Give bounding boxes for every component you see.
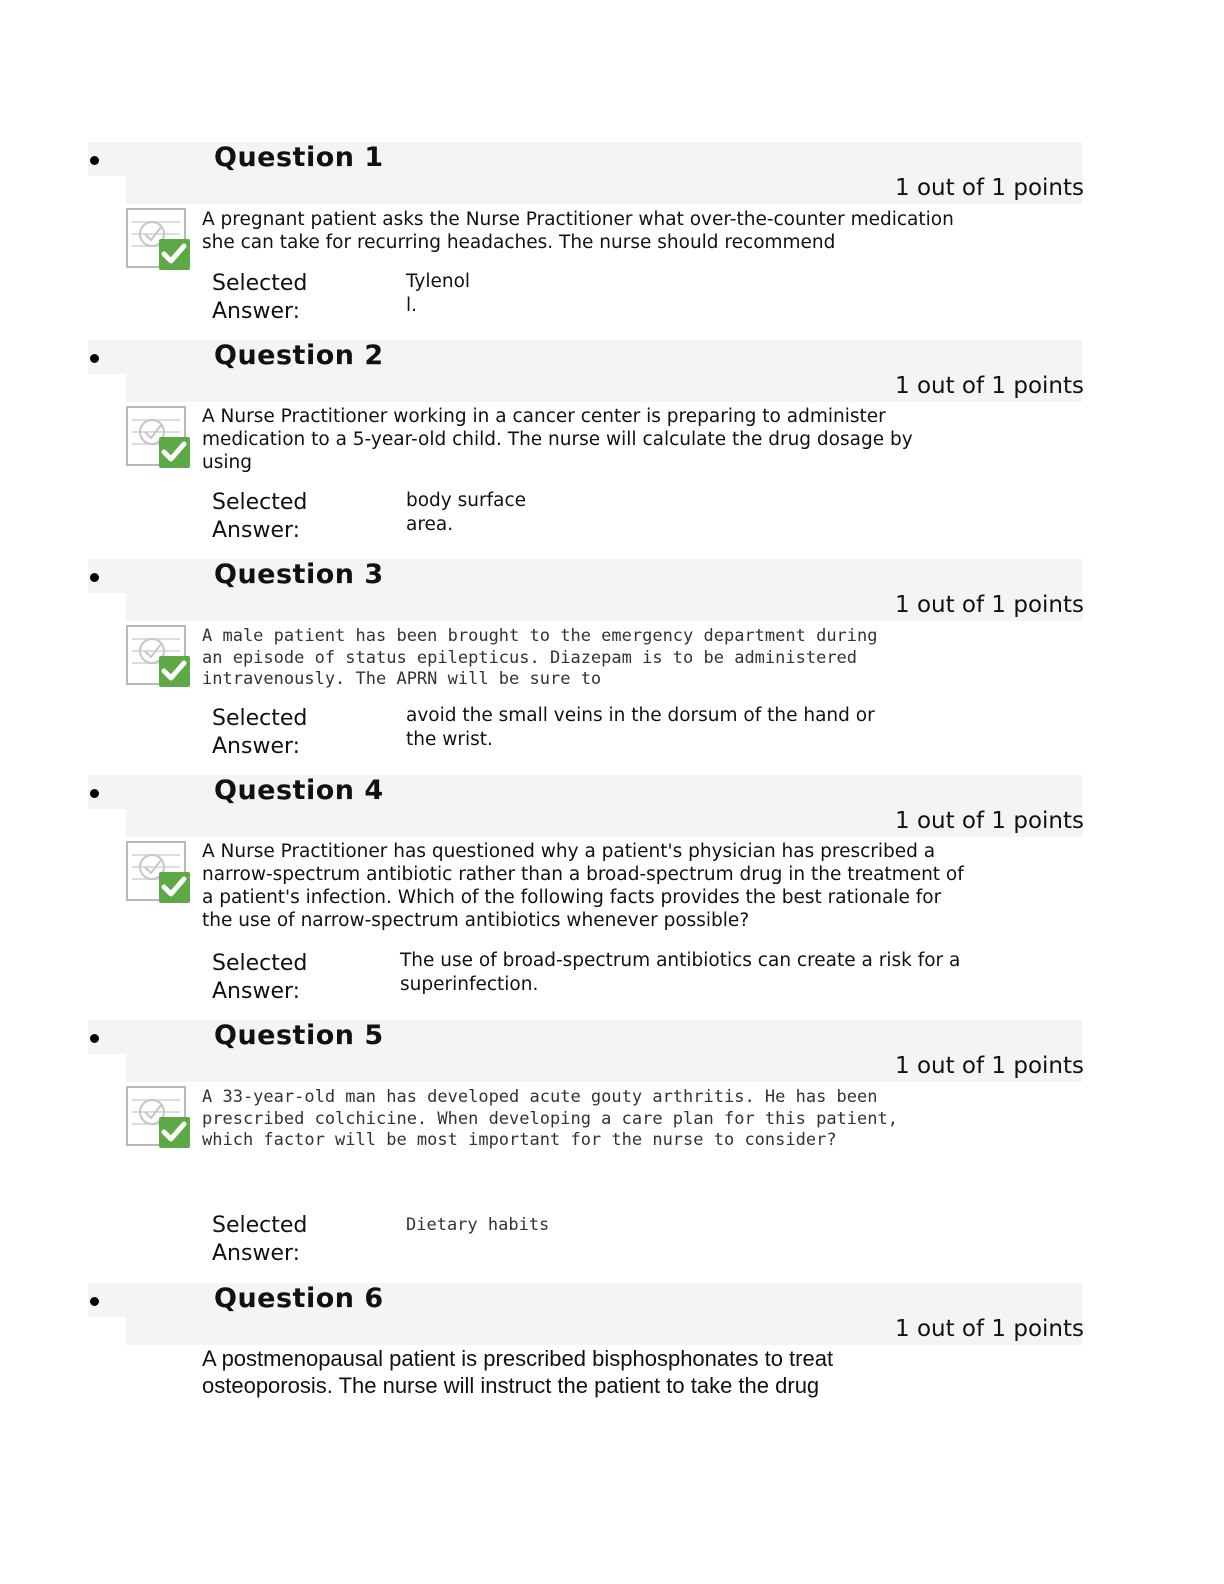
selected-answer-label: Selected Answer: xyxy=(212,1213,308,1266)
points-score: 1 out of 1 points xyxy=(895,592,1084,618)
question-title: Question 5 xyxy=(214,1020,384,1051)
selected-answer: The use of broad-spectrum antibiotics can create a risk for a superinfection. xyxy=(400,950,961,995)
checkmark-icon xyxy=(126,1084,192,1150)
question-title: Question 3 xyxy=(214,559,384,590)
checkmark-icon xyxy=(126,206,192,272)
selected-answer: Tylenol l. xyxy=(406,271,471,316)
selected-answer-label: Selected Answer: xyxy=(212,490,308,543)
bullet xyxy=(90,156,99,165)
selected-answer: body surface area. xyxy=(406,490,527,535)
bullet xyxy=(90,1297,99,1306)
selected-answer: avoid the small veins in the dorsum of the hand or the wrist. xyxy=(406,705,875,750)
points-score: 1 out of 1 points xyxy=(895,1316,1084,1342)
selected-answer-label: Selected Answer: xyxy=(212,271,308,324)
question-text: A pregnant patient asks the Nurse Practitioner what over-the-counter medication she can take for recurring headaches. The nurse should recommend xyxy=(202,209,954,253)
points-score: 1 out of 1 points xyxy=(895,373,1084,399)
checkmark-icon xyxy=(126,839,192,905)
question-title: Question 6 xyxy=(214,1283,384,1314)
bullet xyxy=(90,354,99,363)
points-score: 1 out of 1 points xyxy=(895,175,1084,201)
question-title: Question 1 xyxy=(214,142,384,173)
selected-answer-label: Selected Answer: xyxy=(212,706,308,759)
bullet xyxy=(90,1034,99,1043)
points-score: 1 out of 1 points xyxy=(895,1053,1084,1079)
checkmark-icon xyxy=(126,404,192,470)
question-text: A Nurse Practitioner has questioned why a patient's physician has prescribed a narrow-spectrum antibiotic rather than a broad-spectrum drug in the treatment of a patient's infection. Which of the following facts provides the best rationale for the use of narrow-spectrum antibiotics whenever possible? xyxy=(202,841,964,931)
selected-answer-label: Selected Answer: xyxy=(212,951,308,1004)
bullet xyxy=(90,789,99,798)
question-title: Question 2 xyxy=(214,340,384,371)
points-score: 1 out of 1 points xyxy=(895,808,1084,834)
question-text: A Nurse Practitioner working in a cancer center is preparing to administer medication to a 5-year-old child. The nurse will calculate the drug dosage by using xyxy=(202,406,913,473)
question-text: A 33-year-old man has developed acute gouty arthritis. He has been prescribed colchicine. When developing a care plan for this patient, which factor will be most important for the nurse to consider? xyxy=(202,1087,898,1150)
bullet xyxy=(90,573,99,582)
checkmark-icon xyxy=(126,623,192,689)
question-title: Question 4 xyxy=(214,775,384,806)
question-text: A male patient has been brought to the emergency department during an episode of status epilepticus. Diazepam is to be administered intravenously. The APRN will be sure to xyxy=(202,626,878,689)
selected-answer: Dietary habits xyxy=(406,1215,550,1235)
question-text: A postmenopausal patient is prescribed bisphosphonates to treat osteoporosis. The nurse will instruct the patient to take the drug xyxy=(202,1346,834,1398)
